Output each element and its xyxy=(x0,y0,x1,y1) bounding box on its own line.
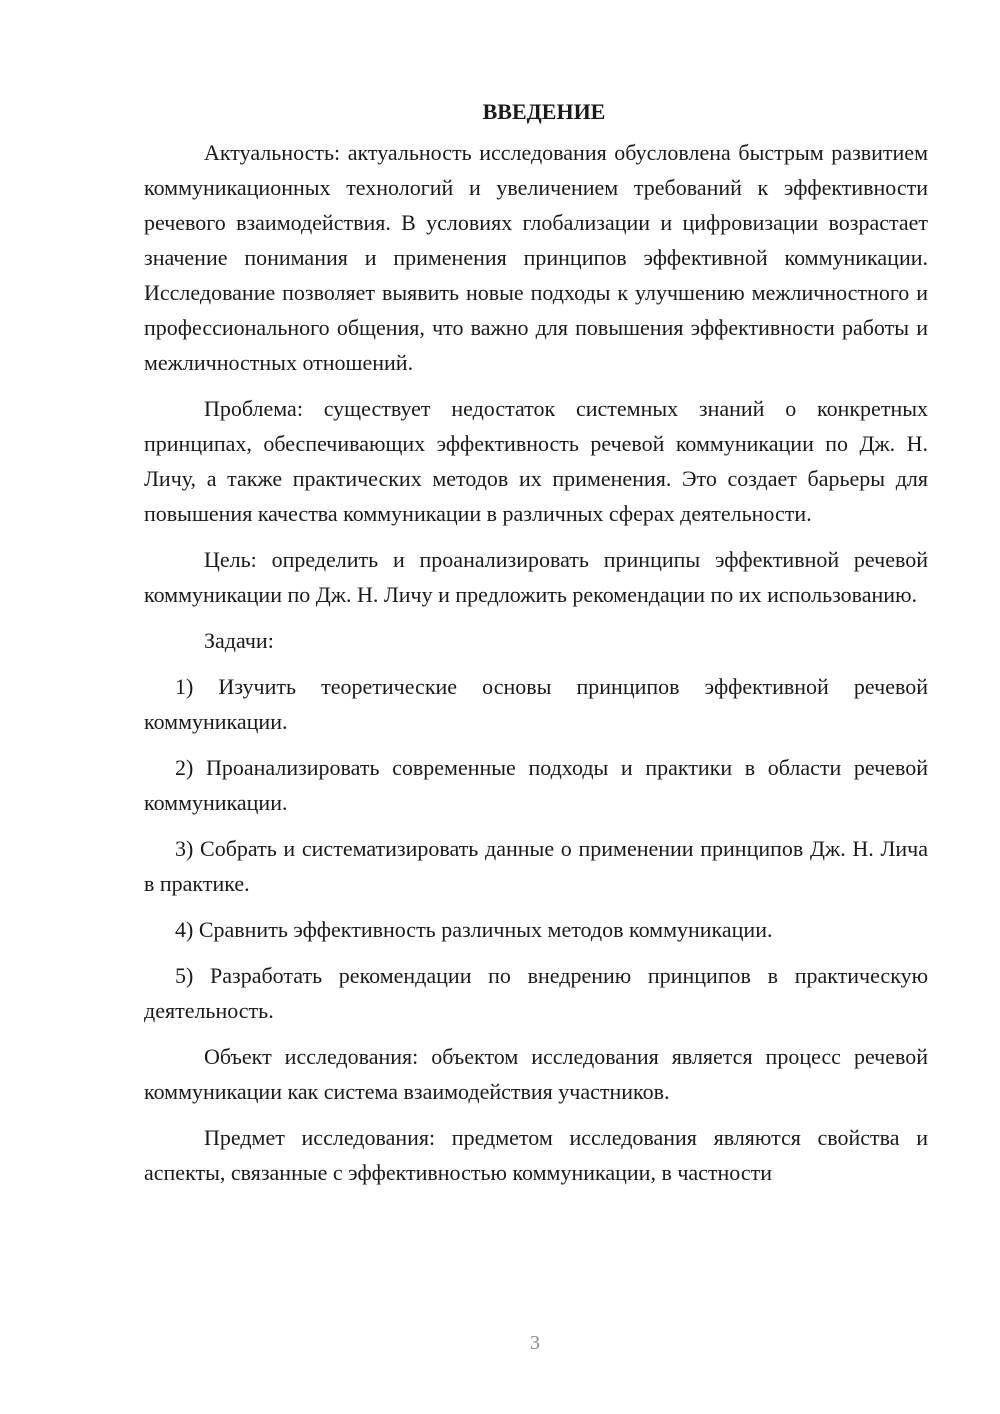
task-item: 3) Собрать и систематизировать данные о применении принципов Дж. Н. Лича в практике. xyxy=(144,836,928,896)
task-item: 5) Разработать рекомендации по внедрению принципов в практическую деятельность. xyxy=(144,963,928,1023)
task-item: 4) Сравнить эффективность различных методов коммуникации. xyxy=(175,917,773,942)
subject-paragraph: Предмет исследования: предметом исследования являются свойства и аспекты, связанные с эффективностью коммуникации, в частности xyxy=(144,1125,928,1185)
tasks-label: Задачи: xyxy=(204,628,274,653)
goal-paragraph: Цель: определить и проанализировать принципы эффективной речевой коммуникации по Дж. Н. Личу и предложить рекомендации по их использованию. xyxy=(144,547,928,607)
page-number: 3 xyxy=(530,1332,540,1354)
problem-paragraph: Проблема: существует недостаток системных знаний о конкретных принципах, обеспечивающих эффективность речевой коммуникации по Дж. Н. Личу, а также практических методов их применения. Это создает барьеры для повышения качества коммуникации в различных сферах деятельности. xyxy=(144,396,928,526)
object-paragraph: Объект исследования: объектом исследования является процесс речевой коммуникации как система взаимодействия участников. xyxy=(144,1044,928,1104)
page-body xyxy=(144,94,928,1201)
relevance-paragraph: Актуальность: актуальность исследования обусловлена быстрым развитием коммуникационных технологий и увеличением требований к эффективности речевого взаимодействия. В условиях глобализации и цифровизации возрастает значение понимания и применения принципов эффективной коммуникации. Исследование позволяет выявить новые подходы к улучшению межличностного и профессионального общения, что важно для повышения эффективности работы и межличностных отношений. xyxy=(144,140,928,375)
task-item: 1) Изучить теоретические основы принципов эффективной речевой коммуникации. xyxy=(144,674,928,734)
task-item: 2) Проанализировать современные подходы и практики в области речевой коммуникации. xyxy=(144,755,928,815)
section-heading: ВВЕДЕНИЕ xyxy=(482,99,606,124)
